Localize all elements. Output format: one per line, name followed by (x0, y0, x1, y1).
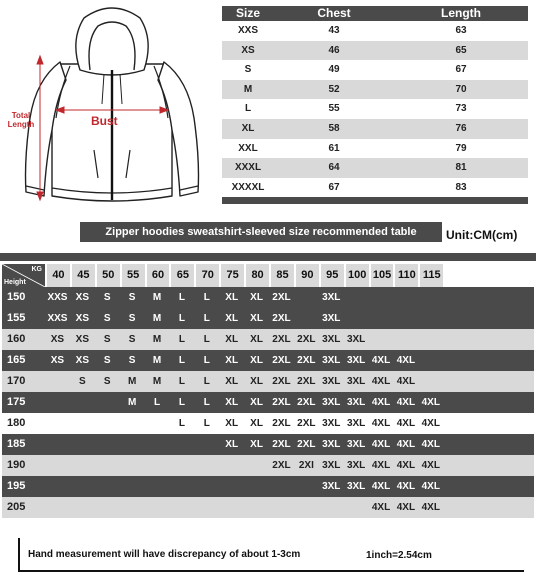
recommended-size-cell: 2XL (272, 418, 291, 429)
weight-header: 80 (244, 264, 269, 287)
recommended-size-cell: 2XL (297, 439, 316, 450)
recommended-size-cell (120, 413, 145, 434)
total-length-label: Total Length (7, 111, 35, 129)
recommended-size-cell: L (178, 397, 185, 408)
weight-header: 40 (45, 264, 70, 287)
recommended-size-cell (145, 476, 170, 497)
size-cell: XXXL (234, 162, 262, 174)
recommended-size-cell: L (203, 418, 210, 429)
recommended-size-cell: 3XL (346, 397, 366, 408)
recommended-size-cell (45, 413, 70, 434)
recommended-size-cell (393, 329, 418, 350)
size-row (222, 119, 528, 139)
recommended-size-cell (169, 497, 194, 518)
recommended-size-cell: 4XL (396, 502, 416, 513)
recommended-size-cell (145, 455, 170, 476)
bust-label: Bust (91, 114, 118, 128)
size-recommend-grid (2, 264, 534, 518)
recommended-size-cell (45, 455, 70, 476)
recommended-size-cell: S (103, 355, 111, 366)
recommended-size-cell: M (152, 355, 162, 366)
recommended-size-cell: 3XL (322, 481, 341, 492)
recommended-size-cell (169, 455, 194, 476)
chest-cell: 46 (328, 44, 340, 56)
recommended-size-cell (294, 308, 319, 329)
size-row (222, 21, 528, 41)
recommended-size-cell (95, 476, 120, 497)
recommended-size-cell: 3XL (346, 481, 366, 492)
header-chest: Chest (317, 6, 351, 20)
recommended-size-cell: 2XL (297, 334, 316, 345)
recommended-size-cell: 4XL (371, 397, 391, 408)
header-size: Size (235, 6, 260, 20)
height-row (2, 497, 534, 518)
recommended-size-cell (244, 476, 269, 497)
recommended-size-cell: 4XL (421, 418, 440, 429)
recommended-size-cell: XL (250, 439, 263, 450)
recommended-size-cell: S (103, 292, 111, 303)
recommended-size-cell: XL (225, 292, 239, 303)
weight-header: 60 (145, 264, 170, 287)
recommended-size-cell: S (128, 334, 136, 345)
recommended-size-cell: 2XI (298, 460, 314, 471)
recommended-size-cell: 3XL (322, 460, 341, 471)
recommended-size-cell: 2XL (272, 334, 291, 345)
recommended-size-cell: L (203, 355, 210, 366)
size-row (222, 60, 528, 80)
recommended-size-cell: XXS (47, 313, 68, 324)
recommended-size-cell: L (178, 376, 185, 387)
recommended-size-cell (70, 455, 95, 476)
chest-cell: 49 (328, 64, 340, 76)
recommend-table-caption: Zipper hoodies sweatshirt-sleeved size recommended table (80, 222, 442, 242)
size-cell: XL (241, 122, 255, 134)
height-row (2, 350, 534, 371)
height-value: 195 (7, 480, 26, 492)
recommended-size-cell (45, 476, 70, 497)
recommended-size-cell: XL (250, 355, 263, 366)
height-row (2, 308, 534, 329)
height-row (2, 455, 534, 476)
recommended-size-cell (244, 497, 269, 518)
recommended-size-cell (145, 413, 170, 434)
height-row (2, 476, 534, 497)
chest-cell: 61 (328, 142, 340, 154)
grid-corner (2, 264, 45, 287)
recommended-size-cell (294, 497, 319, 518)
recommended-size-cell: 4XL (421, 397, 440, 408)
recommended-size-cell: 4XL (421, 502, 440, 513)
recommended-size-cell: XS (50, 334, 65, 345)
recommended-size-cell: S (128, 292, 136, 303)
chest-cell: 67 (328, 181, 340, 193)
recommended-size-cell: 3XL (322, 397, 341, 408)
recommended-size-cell (194, 434, 219, 455)
recommended-size-cell (95, 413, 120, 434)
height-value: 150 (7, 291, 26, 303)
size-row (222, 158, 528, 178)
recommended-size-cell: 3XL (322, 313, 341, 324)
recommended-size-cell: L (178, 334, 185, 345)
size-row (222, 139, 528, 159)
hoodie-illustration (0, 0, 220, 215)
recommended-size-cell (418, 329, 443, 350)
recommended-size-cell (45, 434, 70, 455)
recommended-size-cell: M (152, 292, 162, 303)
recommended-size-cell (269, 476, 294, 497)
recommended-size-cell: S (79, 376, 86, 387)
size-cell: M (243, 83, 253, 95)
recommended-size-cell: 4XL (371, 355, 391, 366)
recommended-size-cell: 3XL (322, 376, 341, 387)
recommended-size-cell: M (152, 334, 162, 345)
recommended-size-cell (294, 287, 319, 308)
recommended-size-cell: 3XL (346, 418, 366, 429)
recommended-size-cell (219, 455, 244, 476)
recommended-size-cell: XL (250, 292, 263, 303)
recommended-size-cell: 3XL (322, 292, 341, 303)
recommended-size-cell (70, 392, 95, 413)
recommended-size-cell: L (178, 313, 185, 324)
recommended-size-cell: 3XL (346, 355, 366, 366)
recommended-size-cell (169, 476, 194, 497)
recommended-size-cell: 2XL (297, 355, 316, 366)
length-cell: 81 (455, 162, 467, 174)
recommended-size-cell: L (178, 418, 185, 429)
weight-header: 85 (269, 264, 294, 287)
length-cell: 65 (455, 44, 467, 56)
recommended-size-cell (194, 476, 219, 497)
header-length: Length (441, 6, 481, 20)
recommended-size-cell (194, 455, 219, 476)
recommended-size-cell: XL (225, 313, 239, 324)
recommended-size-cell: L (178, 292, 185, 303)
length-cell: 79 (455, 142, 467, 154)
recommended-size-cell: 4XL (371, 502, 391, 513)
recommended-size-cell: XS (75, 355, 89, 366)
recommended-size-cell: 2XL (272, 439, 291, 450)
weight-header: 70 (194, 264, 219, 287)
recommended-size-cell (344, 287, 369, 308)
recommended-size-cell (219, 476, 244, 497)
length-cell: 70 (455, 83, 467, 95)
measurement-note: Hand measurement will have discrepancy of about 1-3cm (28, 549, 301, 560)
recommended-size-cell: M (152, 376, 162, 387)
height-axis-label: Height (4, 279, 26, 286)
recommended-size-cell: 2XL (297, 376, 316, 387)
recommended-size-cell: 3XL (322, 439, 341, 450)
height-value: 180 (7, 417, 26, 429)
recommended-size-cell (70, 476, 95, 497)
recommended-size-cell (145, 497, 170, 518)
recommended-size-cell: XL (225, 418, 239, 429)
height-value: 205 (7, 501, 26, 513)
recommended-size-cell (269, 497, 294, 518)
recommended-size-cell: XS (75, 313, 89, 324)
recommended-size-cell: M (152, 313, 162, 324)
weight-header: 110 (393, 264, 418, 287)
recommended-size-cell: XL (250, 418, 263, 429)
chest-cell: 55 (328, 103, 340, 115)
height-value: 175 (7, 396, 26, 408)
recommended-size-cell: 4XL (396, 397, 416, 408)
recommended-size-cell (369, 329, 394, 350)
height-value: 160 (7, 333, 26, 345)
weight-header: 90 (294, 264, 319, 287)
recommended-size-cell: 2XL (272, 313, 291, 324)
recommended-size-cell (319, 497, 344, 518)
weight-header: 50 (95, 264, 120, 287)
recommended-size-cell: XL (225, 355, 239, 366)
chest-cell: 64 (328, 162, 340, 174)
length-cell: 76 (455, 122, 467, 134)
recommended-size-cell (145, 434, 170, 455)
unit-label: Unit:CM(cm) (446, 228, 518, 242)
recommended-size-cell: XXS (47, 292, 68, 303)
recommended-size-cell: 4XL (371, 460, 391, 471)
size-cell: XXS (237, 25, 258, 36)
recommended-size-cell: 4XL (396, 460, 416, 471)
recommended-size-cell (418, 371, 443, 392)
size-cell: XS (241, 44, 255, 56)
height-value: 165 (7, 354, 26, 366)
recommended-size-cell: M (127, 397, 137, 408)
height-value: 155 (7, 312, 26, 324)
recommended-size-cell: XL (225, 376, 239, 387)
recommended-size-cell (95, 434, 120, 455)
recommended-size-cell: L (203, 334, 210, 345)
recommended-size-cell: 2XL (297, 397, 316, 408)
recommended-size-cell (120, 455, 145, 476)
recommended-size-cell (418, 287, 443, 308)
inch-conversion-note: 1inch=2.54cm (366, 550, 432, 561)
recommended-size-cell: 4XL (396, 418, 416, 429)
recommended-size-cell: S (128, 355, 136, 366)
recommended-size-cell: 4XL (396, 355, 416, 366)
height-row (2, 434, 534, 455)
recommended-size-cell: XS (50, 355, 65, 366)
recommended-size-cell: L (153, 397, 161, 408)
height-row (2, 287, 534, 308)
weight-header: 95 (319, 264, 344, 287)
recommended-size-cell: XL (250, 313, 263, 324)
recommended-size-cell: XS (75, 334, 89, 345)
recommended-size-cell (294, 476, 319, 497)
recommended-size-cell (393, 308, 418, 329)
recommended-size-cell (95, 497, 120, 518)
recommended-size-cell (70, 434, 95, 455)
height-value: 190 (7, 459, 26, 471)
recommended-size-cell: XL (225, 439, 239, 450)
recommended-size-cell: XL (250, 334, 263, 345)
recommended-size-cell: 2XL (297, 418, 316, 429)
recommended-size-cell: 2XL (272, 376, 291, 387)
recommended-size-cell (120, 497, 145, 518)
height-row (2, 413, 534, 434)
recommended-size-cell: S (103, 334, 111, 345)
recommended-size-cell (393, 287, 418, 308)
length-cell: 67 (455, 64, 467, 76)
recommended-size-cell: 2XL (272, 397, 291, 408)
recommended-size-cell: 2XL (272, 355, 291, 366)
recommended-size-cell (369, 308, 394, 329)
recommended-size-cell: 4XL (421, 481, 440, 492)
recommended-size-cell (70, 497, 95, 518)
grid-top-bar (0, 253, 536, 261)
recommended-size-cell: 3XL (322, 355, 341, 366)
recommended-size-cell (45, 392, 70, 413)
recommended-size-cell: 4XL (396, 481, 416, 492)
size-cell: XXL (238, 142, 258, 154)
recommended-size-cell: L (178, 355, 185, 366)
recommended-size-cell: L (203, 313, 210, 324)
weight-header: 115 (418, 264, 443, 287)
recommended-size-cell (344, 497, 369, 518)
recommended-size-cell: S (103, 376, 111, 387)
length-cell: 63 (455, 25, 467, 36)
recommended-size-cell: XL (225, 397, 239, 408)
recommended-size-cell: 4XL (371, 418, 391, 429)
length-cell: 83 (455, 181, 467, 193)
size-cell: XXXXL (231, 181, 265, 193)
recommended-size-cell: 4XL (421, 460, 440, 471)
recommended-size-cell (369, 287, 394, 308)
recommended-size-cell (418, 350, 443, 371)
recommended-size-cell: L (203, 397, 210, 408)
recommended-size-cell: 2XL (272, 460, 291, 471)
size-cell: S (244, 64, 252, 76)
recommended-size-cell: 3XL (346, 460, 366, 471)
recommended-size-cell: XL (250, 376, 263, 387)
recommended-size-cell: 4XL (396, 376, 416, 387)
recommended-size-cell (418, 308, 443, 329)
weight-header: 55 (120, 264, 145, 287)
recommended-size-cell: 3XL (322, 334, 341, 345)
recommended-size-cell: 3XL (322, 418, 341, 429)
length-cell: 73 (455, 103, 467, 115)
weight-header-row (2, 264, 534, 287)
recommended-size-cell (95, 392, 120, 413)
height-row (2, 329, 534, 350)
recommended-size-cell (344, 308, 369, 329)
recommended-size-cell (219, 497, 244, 518)
size-cell: L (244, 103, 252, 115)
chest-cell: 52 (328, 83, 340, 95)
size-row (222, 41, 528, 61)
recommended-size-cell (95, 455, 120, 476)
recommended-size-cell: 4XL (371, 481, 391, 492)
recommended-size-cell: M (127, 376, 137, 387)
recommended-size-cell: 3XL (346, 334, 366, 345)
size-row (222, 99, 528, 119)
recommended-size-cell: 2XL (272, 292, 291, 303)
chest-cell: 58 (328, 122, 340, 134)
recommended-size-cell (120, 434, 145, 455)
weight-axis-label: KG (31, 266, 42, 273)
recommended-size-cell: XL (250, 397, 263, 408)
recommended-size-cell: S (103, 313, 111, 324)
size-row (222, 178, 528, 198)
weight-header: 105 (369, 264, 394, 287)
recommended-size-cell: 3XL (346, 439, 366, 450)
recommended-size-cell (194, 497, 219, 518)
weight-header: 65 (169, 264, 194, 287)
recommended-size-cell (120, 476, 145, 497)
height-value: 185 (7, 438, 26, 450)
height-row (2, 392, 534, 413)
recommended-size-cell (169, 434, 194, 455)
height-value: 170 (7, 375, 26, 387)
chest-length-table-header (222, 6, 528, 21)
recommended-size-cell: 3XL (346, 376, 366, 387)
recommended-size-cell: L (203, 292, 210, 303)
recommended-size-cell (45, 497, 70, 518)
recommended-size-cell: S (128, 313, 136, 324)
size-row (222, 80, 528, 100)
weight-header: 45 (70, 264, 95, 287)
chest-length-table (222, 6, 528, 204)
recommended-size-cell: 4XL (371, 439, 391, 450)
recommended-size-cell (70, 413, 95, 434)
recommended-size-cell (45, 371, 70, 392)
height-row (2, 371, 534, 392)
recommended-size-cell: 4XL (396, 439, 416, 450)
recommended-size-cell: XS (75, 292, 89, 303)
weight-header: 75 (219, 264, 244, 287)
recommended-size-cell: L (203, 376, 210, 387)
recommended-size-cell (244, 455, 269, 476)
table-footer-bar (222, 197, 528, 204)
chest-cell: 43 (328, 25, 340, 36)
weight-header: 100 (344, 264, 369, 287)
recommended-size-cell: XL (225, 334, 239, 345)
recommended-size-cell: 4XL (421, 439, 440, 450)
recommended-size-cell: 4XL (371, 376, 391, 387)
